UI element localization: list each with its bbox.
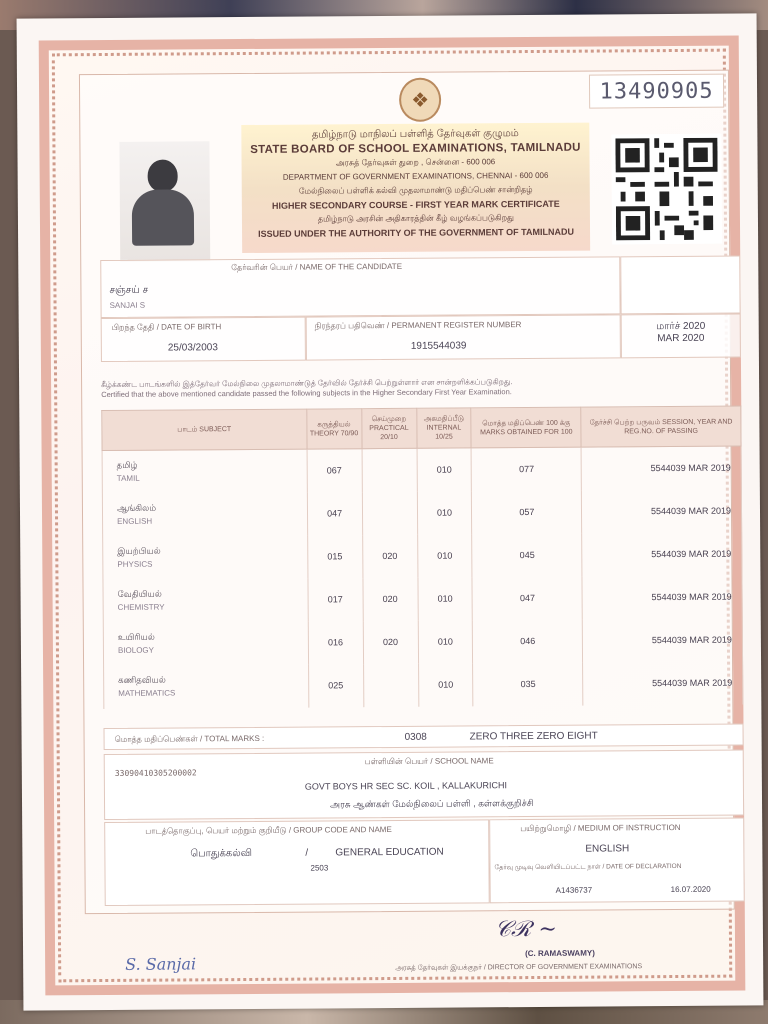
header-practical: செய்முறை PRACTICAL 20/10	[361, 408, 416, 448]
group-box	[104, 819, 490, 906]
table-row	[103, 575, 742, 622]
director-title: அரசுத் தேர்வுகள் இயக்குநர் / DIRECTOR OF GOVERNMENT EXAMINATIONS	[395, 963, 643, 972]
school-code: 33090410305200002	[114, 768, 197, 778]
session-of-passing: 5544039 MAR 2019	[582, 575, 742, 619]
medium-box	[489, 818, 745, 904]
subject-tamil: உயிரியல்	[117, 631, 155, 642]
date-of-birth: 25/03/2003	[167, 342, 218, 354]
total-marks: 035	[473, 662, 583, 706]
session-of-passing: 5544039 MAR 2019	[583, 661, 743, 705]
qr-code	[611, 134, 722, 245]
table-row	[102, 446, 741, 493]
dept-name-tamil: அரசுத் தேர்வுகள் துறை , சென்னை - 600 006	[335, 157, 496, 168]
theory-marks: 016	[308, 621, 363, 664]
photo-torso	[132, 189, 194, 245]
school-name-english: GOVT BOYS HR SEC SC. KOIL , KALLAKURICHI	[304, 780, 508, 792]
table-row	[103, 618, 742, 665]
candidate-name-tamil: சஞ்சய் ச	[109, 284, 149, 296]
theory-marks: 017	[308, 578, 363, 621]
name-note-box	[620, 256, 740, 315]
subject-cell	[103, 621, 308, 665]
authority-tamil: தமிழ்நாடு அரசின் அதிகாரத்தின் கீழ் வழங்கப்படுகிறது	[317, 213, 515, 224]
session-of-passing: 5544039 MAR 2019	[582, 489, 742, 533]
theory-marks: 015	[307, 535, 362, 578]
exam-month-year-tamil: மார்ச் 2020	[656, 320, 706, 333]
mark-certificate	[17, 13, 764, 1010]
candidate-photo	[119, 141, 210, 262]
session-of-passing: 5544039 MAR 2019	[581, 446, 741, 490]
register-number-label: நிரந்தரப் பதிவெண் / PERMANENT REGISTER NUMBER	[314, 320, 522, 331]
declaration-date-label: தேர்வு முடிவு வெளியிடப்பட்ட நாள் / DATE OF DECLARATION	[494, 862, 682, 872]
subject-cell	[104, 664, 309, 708]
practical-marks: 020	[363, 577, 418, 620]
theory-marks: 047	[307, 492, 362, 535]
marks-table	[101, 406, 743, 709]
dept-name-english: DEPARTMENT OF GOVERNMENT EXAMINATIONS, CHENNAI - 600 006	[282, 170, 549, 182]
practical-marks	[363, 663, 418, 706]
theory-marks: 067	[307, 449, 362, 492]
session-of-passing: 5544039 MAR 2019	[582, 532, 742, 576]
table-row	[104, 661, 743, 708]
subject-tamil: இயற்பியல்	[117, 545, 161, 556]
medium-of-instruction: ENGLISH	[585, 843, 630, 855]
director-signature: 𝒞ℛ ~	[494, 916, 558, 943]
serial-number: 13490905	[589, 74, 724, 109]
total-marks-label: மொத்த மதிப்பெண்கள் / TOTAL MARKS :	[114, 733, 265, 744]
candidate-name-english: SANJAI S	[109, 300, 146, 310]
header-theory: கருத்தியல் THEORY 70/90	[306, 409, 361, 449]
total-marks: 047	[472, 576, 582, 620]
group-name-english: GENERAL EDUCATION	[335, 846, 444, 859]
group-code: 2503	[310, 863, 329, 873]
exam-month-year-english: MAR 2020	[657, 332, 705, 345]
practical-marks	[362, 448, 417, 491]
subject-cell	[102, 492, 307, 536]
group-label: பாடத்தொகுப்பு, பெயர் மற்றும் குறியீடு / GROUP CODE AND NAME	[145, 824, 392, 836]
internal-marks: 010	[417, 534, 472, 577]
dob-box	[101, 317, 306, 362]
total-marks-words: ZERO THREE ZERO EIGHT	[469, 730, 598, 743]
group-name-tamil: பொதுக்கல்வி	[190, 847, 253, 860]
course-name-tamil: மேல்நிலைப் பள்ளிக் கல்வி முதலாமாண்டு மதிப்பெண் சான்றிதழ்	[298, 184, 533, 196]
session-of-passing: 5544039 MAR 2019	[583, 618, 743, 662]
candidate-signature: S. Sanjai	[125, 954, 197, 974]
school-name-tamil: அரசு ஆண்கள் மேல்நிலைப் பள்ளி , கள்ளக்குறிச்சி	[330, 798, 534, 810]
state-emblem-icon: ❖	[399, 78, 441, 122]
total-marks: 045	[472, 533, 582, 577]
register-number-box	[306, 314, 621, 360]
dob-label: பிறந்த தேதி / DATE OF BIRTH	[111, 322, 222, 332]
internal-marks: 010	[418, 620, 473, 663]
register-number: 1915544039	[410, 340, 467, 352]
practical-marks	[362, 491, 417, 534]
certificate-border	[39, 36, 746, 996]
school-name-label: பள்ளியின் பெயர் / SCHOOL NAME	[364, 756, 494, 767]
subject-cell	[102, 449, 307, 493]
certification-note-english: Certified that the above mentioned candidate passed the following subjects in the Higher Secondary First Year Examination.	[101, 387, 512, 400]
subject-english: BIOLOGY	[117, 645, 155, 655]
marks-table-header	[102, 406, 741, 450]
internal-marks: 010	[417, 491, 472, 534]
name-label: தேர்வரின் பெயர் / NAME OF THE CANDIDATE	[231, 261, 403, 273]
declaration-date: 16.07.2020	[670, 884, 711, 895]
theory-marks: 025	[308, 664, 363, 707]
internal-marks: 010	[417, 577, 472, 620]
subject-english: ENGLISH	[117, 516, 153, 526]
header-session: தேர்ச்சி பெற்ற பருவம் SESSION, YEAR AND REG.NO. OF PASSING	[581, 406, 741, 447]
subject-english: PHYSICS	[117, 559, 153, 569]
practical-marks: 020	[362, 534, 417, 577]
subject-english: MATHEMATICS	[118, 688, 176, 698]
subject-cell	[103, 578, 308, 622]
subject-tamil: கணிதவியல்	[118, 674, 166, 685]
board-name-tamil: தமிழ்நாடு மாநிலப் பள்ளித் தேர்வுகள் குழுமம்	[311, 128, 519, 141]
table-row	[103, 532, 742, 579]
school-name-box	[104, 750, 744, 820]
board-name-english: STATE BOARD OF SCHOOL EXAMINATIONS, TAMILNADU	[250, 141, 581, 156]
certificate-serial: A1436737	[555, 885, 593, 895]
total-marks-value: 0308	[404, 731, 427, 743]
internal-marks: 010	[418, 663, 473, 706]
subject-english: TAMIL	[116, 473, 140, 484]
photo-head	[148, 159, 178, 191]
internal-marks: 010	[417, 448, 472, 491]
course-name-english: HIGHER SECONDARY COURSE - FIRST YEAR MARK CERTIFICATE	[271, 198, 560, 211]
board-header	[241, 123, 590, 253]
total-marks: 046	[473, 619, 583, 663]
header-subject: பாடம் SUBJECT	[102, 409, 307, 450]
header-total: மொத்த மதிப்பெண் 100 க்கு MARKS OBTAINED FOR 100	[471, 407, 581, 448]
table-row	[102, 489, 741, 536]
certification-note-tamil: கீழ்க்கண்ட பாடங்களில் இத்தேர்வர் மேல்நிலை முதலாமாண்டுத் தேர்வில் தேர்ச்சி பெற்றுள்ளார் என சான்றளிக்கப்படுகிறது.	[101, 377, 513, 390]
total-marks: 057	[472, 490, 582, 534]
header-internal: அகமதிப்பீடு INTERNAL 10/25	[416, 408, 471, 448]
subject-english: CHEMISTRY	[117, 602, 165, 612]
authority-english: ISSUED UNDER THE AUTHORITY OF THE GOVERNMENT OF TAMILNADU	[258, 226, 575, 239]
director-name: (C. RAMASWAMY)	[525, 948, 595, 959]
subject-tamil: ஆங்கிலம்	[116, 502, 157, 513]
subject-tamil: தமிழ்	[116, 460, 138, 471]
practical-marks: 020	[363, 620, 418, 663]
candidate-name-box	[100, 256, 620, 318]
total-marks: 077	[472, 447, 582, 491]
qr-code-graphic	[615, 138, 718, 241]
group-separator: /	[305, 847, 309, 859]
subject-tamil: வேதியியல்	[117, 588, 162, 599]
total-marks-row	[104, 724, 744, 750]
subject-cell	[103, 535, 308, 579]
exam-session-box	[621, 314, 741, 359]
medium-label: பயிற்றுமொழி / MEDIUM OF INSTRUCTION	[520, 822, 681, 834]
